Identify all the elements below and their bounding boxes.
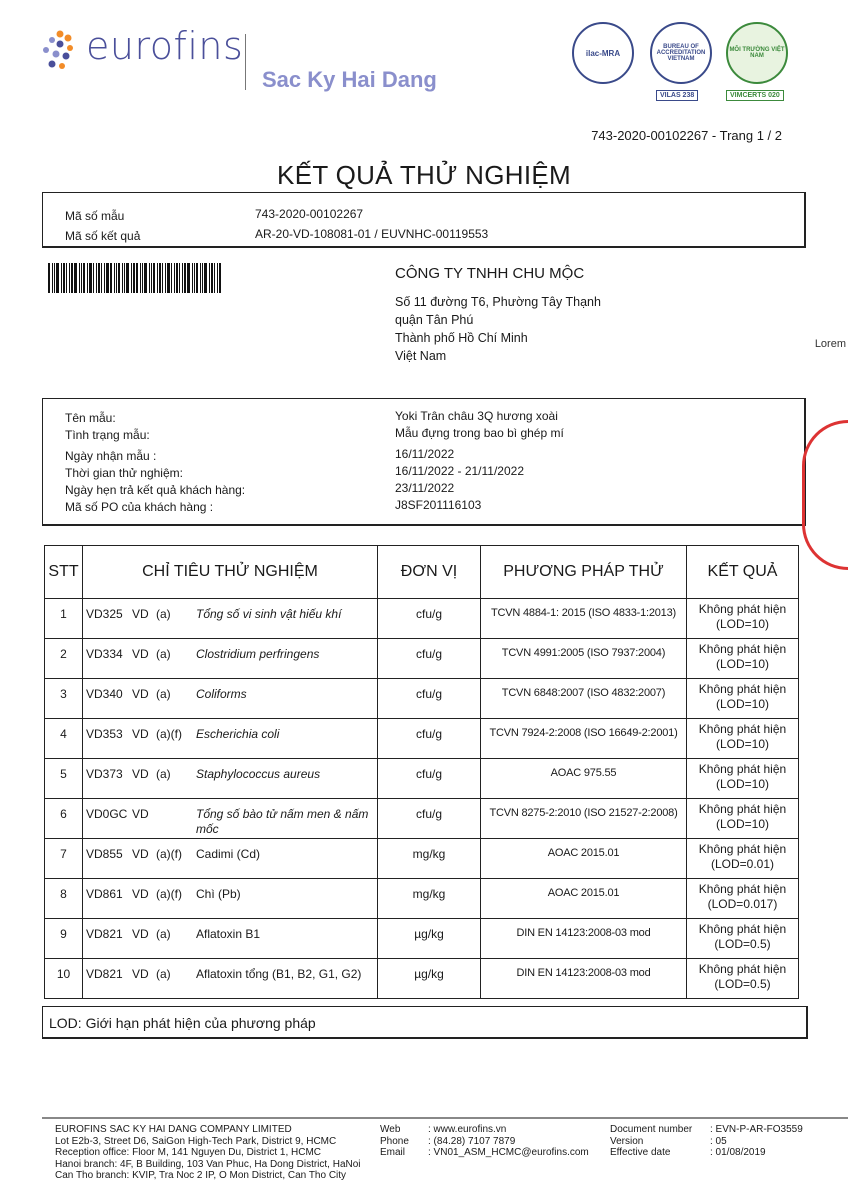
footer-doc-values xyxy=(710,1124,803,1159)
row-test-name: Clostridium perfringens xyxy=(196,647,320,661)
footer-line: Hanoi branch: 4F, B Building, 103 Van Phuc, Ha Dong District, HaNoi xyxy=(55,1158,361,1170)
barcode-bar xyxy=(159,263,161,293)
barcode-bar xyxy=(219,263,221,293)
row-method: TCVN 7924-2:2008 (ISO 16649-2:2001) xyxy=(481,719,687,759)
row-test xyxy=(83,719,378,759)
header-divider xyxy=(245,34,246,90)
barcode-bar xyxy=(167,263,170,293)
barcode-bar xyxy=(52,263,53,293)
row-result-lod: (LOD=0.5) xyxy=(714,977,771,991)
footer-contact-values xyxy=(428,1124,589,1159)
row-method: AOAC 2015.01 xyxy=(481,879,687,919)
vimcerts-label: VIMCERTS 020 xyxy=(726,90,784,101)
row-test-name: Chì (Pb) xyxy=(196,887,241,901)
barcode-bar xyxy=(200,263,201,293)
row-result xyxy=(687,959,799,999)
row-method: DIN EN 14123:2008-03 mod xyxy=(481,959,687,999)
row-result-lod: (LOD=0.017) xyxy=(707,897,778,911)
barcode-bar xyxy=(196,263,198,293)
barcode-bar xyxy=(176,263,178,293)
barcode-bar xyxy=(96,263,97,293)
row-unit: cfu/g xyxy=(378,719,481,759)
sample-value: 16/11/2022 - 21/11/2022 xyxy=(395,464,524,478)
result-id-value: AR-20-VD-108081-01 / EUVNHC-00119553 xyxy=(255,227,489,241)
barcode-bar xyxy=(140,263,141,293)
barcode-bar xyxy=(54,263,55,293)
client-address-2: quận Tân Phú xyxy=(395,313,474,327)
barcode-bar xyxy=(74,263,77,293)
footer-line: Lot E2b-3, Street D6, SaiGon High-Tech Park, District 9, HCMC xyxy=(55,1135,337,1147)
barcode-bar xyxy=(182,263,183,293)
row-test-name: Staphylococcus aureus xyxy=(196,767,321,781)
row-stt: 4 xyxy=(45,719,83,759)
row-test-name: Tổng số bào tử nấm men & nấm mốc xyxy=(196,807,369,836)
row-stt: 2 xyxy=(45,639,83,679)
barcode-bar xyxy=(142,263,143,293)
row-test xyxy=(83,639,378,679)
barcode-bar xyxy=(93,263,94,293)
row-stt: 10 xyxy=(45,959,83,999)
ilac-mra-badge: ilac-MRA xyxy=(572,22,634,84)
sample-value: Yoki Trân châu 3Q hương xoài xyxy=(395,409,558,423)
header-stt: STT xyxy=(45,546,83,599)
sample-label: Mã số PO của khách hàng : xyxy=(65,500,214,514)
row-stt: 1 xyxy=(45,599,83,639)
row-result-text: Không phát hiện xyxy=(698,802,787,816)
table-row xyxy=(45,639,799,679)
table-row xyxy=(45,759,799,799)
row-method: DIN EN 14123:2008-03 mod xyxy=(481,919,687,959)
client-address-3: Thành phố Hồ Chí Minh xyxy=(395,331,528,345)
row-flag: (a) xyxy=(156,687,171,701)
barcode-bar xyxy=(122,263,123,293)
row-result-lod: (LOD=10) xyxy=(715,657,770,671)
barcode-bar xyxy=(89,263,92,293)
boa-badge: BUREAU OF ACCREDITATION VIETNAM xyxy=(650,22,712,84)
row-flag: (a) xyxy=(156,767,171,781)
row-method: TCVN 6848:2007 (ISO 4832:2007) xyxy=(481,679,687,719)
table-row xyxy=(45,679,799,719)
row-unit: cfu/g xyxy=(378,599,481,639)
result-id-label: Mã số kết quả xyxy=(65,229,141,243)
brand-subtitle: Sac Ky Hai Dang xyxy=(262,67,437,92)
vilas-label: VILAS 238 xyxy=(656,90,698,101)
row-result xyxy=(687,639,799,679)
row-result-text: Không phát hiện xyxy=(698,642,787,656)
barcode-bar xyxy=(106,263,109,293)
sample-id-value: 743-2020-00102267 xyxy=(255,207,364,221)
row-lab: VD xyxy=(132,887,149,901)
footer-company xyxy=(55,1124,361,1182)
lod-note: LOD: Giới hạn phát hiện của phương pháp xyxy=(42,1006,808,1039)
barcode-bar xyxy=(209,263,210,293)
company-stamp xyxy=(802,420,848,570)
barcode-bar xyxy=(71,263,73,293)
row-flag: (a) xyxy=(156,927,171,941)
barcode-bar xyxy=(87,263,88,293)
row-stt: 8 xyxy=(45,879,83,919)
footer-line: : www.eurofins.vn xyxy=(428,1124,507,1135)
row-test xyxy=(83,959,378,999)
barcode-bar xyxy=(165,263,166,293)
footer-doc-labels xyxy=(610,1124,692,1159)
row-lab: VD xyxy=(132,847,149,861)
barcode-bar xyxy=(81,263,82,293)
footer-line: : 05 xyxy=(710,1135,727,1147)
row-result xyxy=(687,599,799,639)
eurofins-logo-icon xyxy=(38,28,82,72)
table-row xyxy=(45,599,799,639)
row-lab: VD xyxy=(132,807,149,821)
row-result-text: Không phát hiện xyxy=(698,882,787,896)
row-test xyxy=(83,839,378,879)
row-method: TCVN 8275-2:2010 (ISO 21527-2:2008) xyxy=(481,799,687,839)
barcode-bar xyxy=(194,263,195,293)
barcode-bar xyxy=(184,263,186,293)
row-test-name: Aflatoxin B1 xyxy=(196,927,261,941)
barcode-bar xyxy=(79,263,80,293)
barcode-bar xyxy=(153,263,155,293)
row-flag: (a) xyxy=(156,967,171,981)
barcode-bar xyxy=(101,263,102,293)
sample-value: 16/11/2022 xyxy=(395,447,455,461)
footer-line: Version xyxy=(610,1135,644,1147)
barcode-bar xyxy=(114,263,115,293)
barcode-bar xyxy=(69,263,70,293)
row-stt: 9 xyxy=(45,919,83,959)
row-result xyxy=(687,799,799,839)
sample-id-label: Mã số mẫu xyxy=(65,209,125,223)
row-result-text: Không phát hiện xyxy=(698,962,787,976)
row-lab: VD xyxy=(132,967,149,981)
table-row xyxy=(45,719,799,759)
row-code: VD0GC xyxy=(86,807,128,821)
row-lab: VD xyxy=(132,927,149,941)
row-test xyxy=(83,879,378,919)
row-flag: (a) xyxy=(156,607,171,621)
row-test-name: Coliforms xyxy=(196,687,247,701)
barcode-bar xyxy=(162,263,163,293)
barcode-bar xyxy=(116,263,117,293)
sample-value: Mẫu đựng trong bao bì ghép mí xyxy=(395,426,564,440)
barcode xyxy=(48,263,238,293)
side-note: Lorem xyxy=(814,338,846,350)
row-stt: 3 xyxy=(45,679,83,719)
row-result-text: Không phát hiện xyxy=(698,842,787,856)
barcode-bar xyxy=(144,263,147,293)
row-unit: cfu/g xyxy=(378,799,481,839)
row-test xyxy=(83,759,378,799)
row-code: VD340 xyxy=(86,687,123,701)
table-row xyxy=(45,879,799,919)
row-lab: VD xyxy=(132,607,149,621)
row-lab: VD xyxy=(132,687,149,701)
page-reference: 743-2020-00102267 - Trang 1 / 2 xyxy=(591,128,782,143)
barcode-bar xyxy=(174,263,175,293)
barcode-bar xyxy=(63,263,65,293)
table-row xyxy=(45,839,799,879)
row-unit: mg/kg xyxy=(378,879,481,919)
row-unit: cfu/g xyxy=(378,759,481,799)
row-method: AOAC 975.55 xyxy=(481,759,687,799)
barcode-bar xyxy=(204,263,207,293)
row-code: VD861 xyxy=(86,887,123,901)
barcode-bar xyxy=(56,263,59,293)
header-test: CHỈ TIÊU THỬ NGHIỆM xyxy=(83,546,378,599)
row-test-name: Tổng số vi sinh vật hiếu khí xyxy=(196,607,342,621)
row-lab: VD xyxy=(132,727,149,741)
results-table xyxy=(44,545,799,999)
footer-line: Web xyxy=(380,1124,401,1135)
barcode-bar xyxy=(179,263,180,293)
footer-line: EUROFINS SAC KY HAI DANG COMPANY LIMITED xyxy=(55,1124,292,1135)
footer-line: : VN01_ASM_HCMC@eurofins.com xyxy=(428,1147,589,1158)
barcode-bar xyxy=(110,263,112,293)
row-result-text: Không phát hiện xyxy=(698,922,787,936)
row-test xyxy=(83,679,378,719)
header-unit: ĐƠN VỊ xyxy=(378,546,481,599)
barcode-bar xyxy=(66,263,67,293)
barcode-bar xyxy=(118,263,120,293)
row-flag: (a)(f) xyxy=(156,887,182,901)
sample-label: Thời gian thử nghiệm: xyxy=(65,466,183,480)
sample-value: J8SF201116103 xyxy=(395,498,482,512)
footer-line: Document number xyxy=(610,1124,693,1135)
barcode-bar xyxy=(192,263,193,293)
barcode-bar xyxy=(126,263,129,293)
row-result-lod: (LOD=10) xyxy=(715,617,770,631)
row-lab: VD xyxy=(132,647,149,661)
row-result-text: Không phát hiện xyxy=(698,682,787,696)
row-flag: (a)(f) xyxy=(156,847,182,861)
row-method: AOAC 2015.01 xyxy=(481,839,687,879)
row-result-lod: (LOD=10) xyxy=(715,697,770,711)
footer-line: Reception office: Floor M, 141 Nguyen Du, District 1, HCMC xyxy=(55,1147,322,1158)
page-title: KẾT QUẢ THỬ NGHIỆM xyxy=(277,160,571,190)
row-result-lod: (LOD=10) xyxy=(715,817,770,831)
row-test-name: Cadimi (Cd) xyxy=(196,847,261,861)
row-method: TCVN 4991:2005 (ISO 7937:2004) xyxy=(481,639,687,679)
sample-value: 23/11/2022 xyxy=(395,481,455,495)
barcode-bar xyxy=(104,263,105,293)
row-code: VD821 xyxy=(86,967,123,981)
row-result-lod: (LOD=10) xyxy=(715,737,770,751)
table-row xyxy=(45,799,799,839)
row-test xyxy=(83,799,378,839)
row-method: TCVN 4884-1: 2015 (ISO 4833-1:2013) xyxy=(481,599,687,639)
barcode-bar xyxy=(48,263,50,293)
barcode-bar xyxy=(187,263,190,293)
footer-line: Email xyxy=(380,1147,406,1158)
row-unit: cfu/g xyxy=(378,679,481,719)
barcode-bar xyxy=(217,263,218,293)
vimcerts-badge: MÔI TRƯỜNG VIỆT NAM xyxy=(726,22,788,84)
row-code: VD353 xyxy=(86,727,123,741)
barcode-bar xyxy=(149,263,150,293)
row-result xyxy=(687,839,799,879)
sample-label: Tình trạng mẫu: xyxy=(65,428,150,442)
row-result-text: Không phát hiện xyxy=(698,722,787,736)
row-flag: (a)(f) xyxy=(156,727,182,741)
row-test xyxy=(83,919,378,959)
row-result-text: Không phát hiện xyxy=(698,762,787,776)
sample-info-box xyxy=(42,398,806,526)
row-code: VD373 xyxy=(86,767,123,781)
sample-label: Ngày nhận mẫu : xyxy=(65,449,157,463)
footer-line: : 01/08/2019 xyxy=(710,1147,766,1158)
barcode-bar xyxy=(136,263,138,293)
header-result: KẾT QUẢ xyxy=(687,546,799,599)
barcode-bar xyxy=(202,263,203,293)
table-row xyxy=(45,959,799,999)
id-box xyxy=(42,192,806,248)
barcode-bar xyxy=(98,263,100,293)
barcode-bar xyxy=(124,263,125,293)
row-result xyxy=(687,679,799,719)
brand-name: eurofins xyxy=(86,24,244,68)
row-stt: 5 xyxy=(45,759,83,799)
sample-label: Ngày hẹn trả kết quả khách hàng: xyxy=(65,483,246,497)
row-result-lod: (LOD=10) xyxy=(715,777,770,791)
footer-line: : EVN-P-AR-FO3559 xyxy=(710,1124,803,1135)
barcode-bar xyxy=(151,263,152,293)
barcode-bar xyxy=(157,263,158,293)
row-unit: mg/kg xyxy=(378,839,481,879)
client-address-4: Việt Nam xyxy=(395,349,447,363)
row-code: VD334 xyxy=(86,647,123,661)
footer-line: : (84.28) 7107 7879 xyxy=(428,1135,516,1147)
row-result-lod: (LOD=0.5) xyxy=(714,937,771,951)
barcode-bar xyxy=(131,263,132,293)
barcode-bar xyxy=(83,263,85,293)
row-test-name: Escherichia coli xyxy=(196,727,280,741)
row-unit: cfu/g xyxy=(378,639,481,679)
barcode-bar xyxy=(214,263,215,293)
header-method: PHƯƠNG PHÁP THỬ xyxy=(481,546,687,599)
row-unit: µg/kg xyxy=(378,959,481,999)
row-code: VD855 xyxy=(86,847,123,861)
footer-line: Effective date xyxy=(610,1147,671,1158)
row-test xyxy=(83,599,378,639)
row-unit: µg/kg xyxy=(378,919,481,959)
row-stt: 7 xyxy=(45,839,83,879)
row-code: VD325 xyxy=(86,607,123,621)
footer-divider xyxy=(42,1117,848,1119)
footer-line: Can Tho branch: KVIP, Tra Noc 2 IP, O Mon District, Can Tho City xyxy=(55,1170,347,1181)
row-result xyxy=(687,879,799,919)
table-row xyxy=(45,919,799,959)
barcode-bar xyxy=(211,263,213,293)
row-result xyxy=(687,759,799,799)
row-flag: (a) xyxy=(156,647,171,661)
footer-line: Phone xyxy=(380,1135,409,1147)
row-result-lod: (LOD=0.01) xyxy=(710,857,775,871)
row-test-name: Aflatoxin tổng (B1, B2, G1, G2) xyxy=(196,967,362,981)
barcode-bar xyxy=(61,263,62,293)
row-result-text: Không phát hiện xyxy=(698,602,787,616)
row-stt: 6 xyxy=(45,799,83,839)
sample-label: Tên mẫu: xyxy=(65,411,116,425)
footer-contact-labels xyxy=(380,1124,409,1159)
row-lab: VD xyxy=(132,767,149,781)
barcode-bar xyxy=(133,263,135,293)
client-name: CÔNG TY TNHH CHU MỘC xyxy=(395,265,585,282)
client-address-1: Số 11 đường T6, Phường Tây Thạnh xyxy=(395,295,601,309)
row-code: VD821 xyxy=(86,927,123,941)
barcode-bar xyxy=(171,263,172,293)
row-result xyxy=(687,719,799,759)
row-result xyxy=(687,919,799,959)
